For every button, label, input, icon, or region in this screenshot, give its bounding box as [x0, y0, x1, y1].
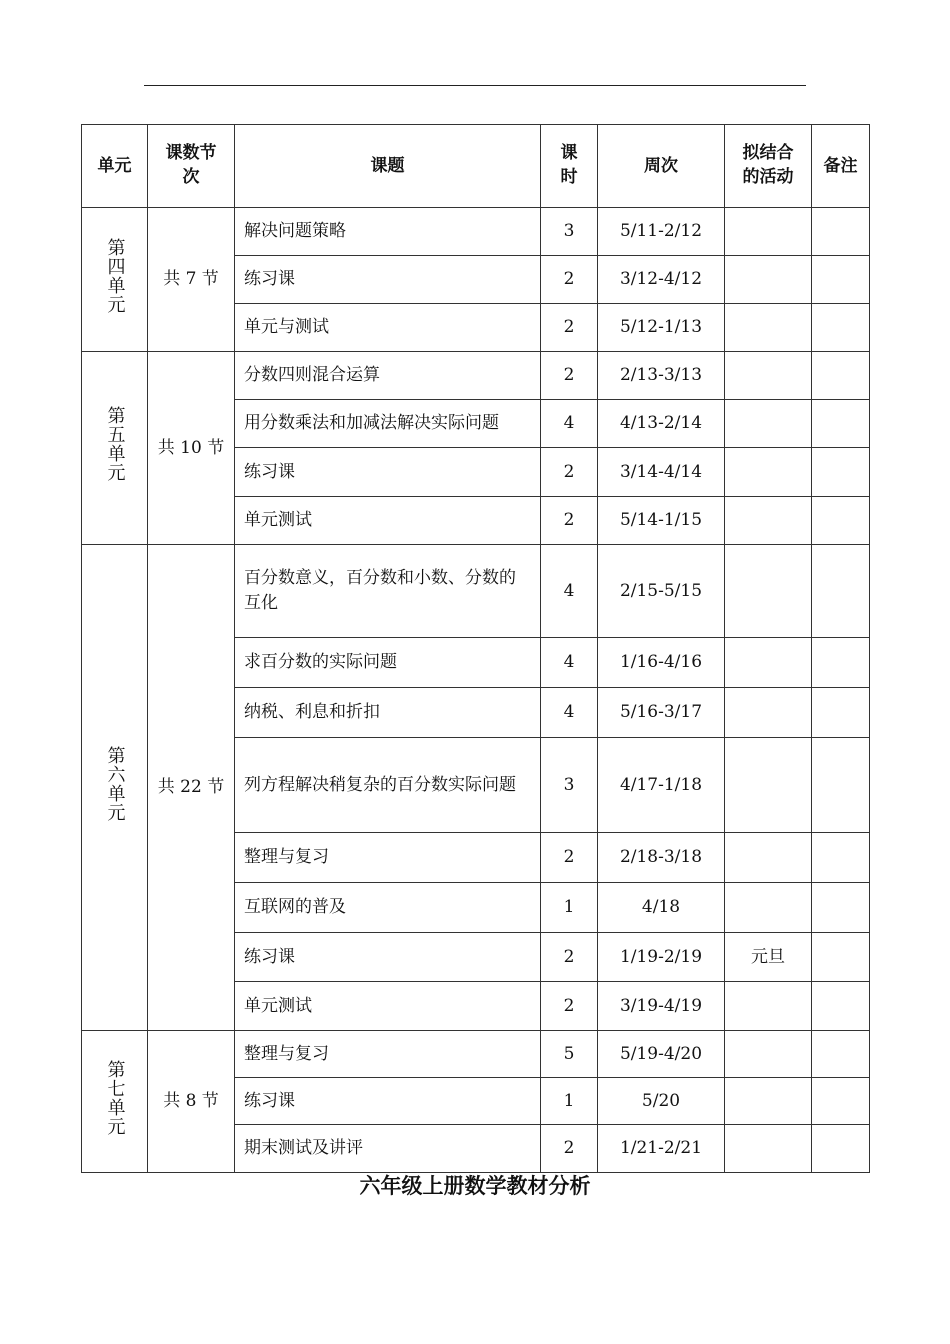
unit-name: 第四单元: [104, 237, 126, 314]
week-cell: 3/14-4/14: [598, 448, 725, 497]
hours-cell: 2: [541, 1125, 598, 1173]
hours-cell: 2: [541, 448, 598, 497]
hours-cell: 2: [541, 256, 598, 304]
activity-cell: [725, 400, 812, 448]
topic-cell: 练习课: [235, 256, 541, 304]
activity-cell: [725, 352, 812, 400]
topic-cell: 单元测试: [235, 982, 541, 1031]
hours-cell: 1: [541, 1078, 598, 1125]
topic-cell: 期末测试及讲评: [235, 1125, 541, 1173]
unit-name-cell: [82, 208, 148, 352]
hours-cell: 5: [541, 1031, 598, 1078]
week-cell: 2/13-3/13: [598, 352, 725, 400]
hours-cell: 1: [541, 883, 598, 933]
unit-lessons: 共 7 节: [148, 208, 235, 352]
activity-cell: [725, 208, 812, 256]
activity-cell: [725, 833, 812, 883]
topic-cell: 单元与测试: [235, 304, 541, 352]
week-cell: 5/19-4/20: [598, 1031, 725, 1078]
notes-cell: [812, 497, 870, 545]
header-unit: 单元: [82, 125, 148, 208]
hours-cell: 4: [541, 638, 598, 688]
notes-cell: [812, 400, 870, 448]
activity-cell: [725, 982, 812, 1031]
hours-cell: 2: [541, 933, 598, 982]
unit-name-cell: [82, 1031, 148, 1173]
unit-lessons: 共 22 节: [148, 545, 235, 1031]
activity-cell: [725, 688, 812, 738]
topic-cell: 练习课: [235, 1078, 541, 1125]
unit-name-cell: [82, 352, 148, 545]
topic-cell: 单元测试: [235, 497, 541, 545]
week-cell: 4/17-1/18: [598, 738, 725, 833]
hours-cell: 2: [541, 497, 598, 545]
notes-cell: [812, 304, 870, 352]
hours-cell: 3: [541, 738, 598, 833]
hours-cell: 2: [541, 833, 598, 883]
notes-cell: [812, 256, 870, 304]
activity-cell: [725, 738, 812, 833]
header-week: 周次: [598, 125, 725, 208]
table-row: [82, 352, 870, 400]
unit-name: 第七单元: [104, 1059, 126, 1136]
unit-name-cell: [82, 545, 148, 1031]
topic-cell: 用分数乘法和加减法解决实际问题: [235, 400, 541, 448]
topic-cell: 分数四则混合运算: [235, 352, 541, 400]
activity-cell: [725, 1031, 812, 1078]
week-cell: 3/12-4/12: [598, 256, 725, 304]
topic-cell: 整理与复习: [235, 833, 541, 883]
activity-cell: [725, 256, 812, 304]
notes-cell: [812, 352, 870, 400]
week-cell: 1/19-2/19: [598, 933, 725, 982]
activity-cell: [725, 638, 812, 688]
hours-cell: 2: [541, 352, 598, 400]
week-cell: 4/13-2/14: [598, 400, 725, 448]
week-cell: 4/18: [598, 883, 725, 933]
activity-cell: [725, 545, 812, 638]
table-row: [82, 208, 870, 256]
hours-cell: 4: [541, 400, 598, 448]
table-body: [82, 208, 870, 1173]
header-lessons: 课数节次: [148, 125, 235, 208]
header-rule: [144, 85, 806, 86]
activity-cell: [725, 304, 812, 352]
topic-cell: 求百分数的实际问题: [235, 638, 541, 688]
notes-cell: [812, 208, 870, 256]
notes-cell: [812, 1125, 870, 1173]
header-notes: 备注: [812, 125, 870, 208]
week-cell: 5/12-1/13: [598, 304, 725, 352]
table-row: [82, 545, 870, 638]
topic-cell: 百分数意义，百分数和小数、分数的互化: [235, 545, 541, 638]
header-row: [82, 125, 870, 208]
teaching-schedule-table: [81, 124, 870, 1173]
unit-name: 第六单元: [104, 745, 126, 822]
hours-cell: 4: [541, 688, 598, 738]
notes-cell: [812, 1031, 870, 1078]
notes-cell: [812, 688, 870, 738]
header-topic: 课题: [235, 125, 541, 208]
topic-cell: 练习课: [235, 448, 541, 497]
week-cell: 5/20: [598, 1078, 725, 1125]
hours-cell: 2: [541, 982, 598, 1031]
activity-cell: [725, 497, 812, 545]
week-cell: 5/14-1/15: [598, 497, 725, 545]
notes-cell: [812, 933, 870, 982]
notes-cell: [812, 448, 870, 497]
notes-cell: [812, 982, 870, 1031]
header-activity: 拟结合的活动: [725, 125, 812, 208]
topic-cell: 解决问题策略: [235, 208, 541, 256]
activity-cell: 元旦: [725, 933, 812, 982]
notes-cell: [812, 1078, 870, 1125]
topic-cell: 整理与复习: [235, 1031, 541, 1078]
activity-cell: [725, 1125, 812, 1173]
unit-lessons: 共 10 节: [148, 352, 235, 545]
hours-cell: 3: [541, 208, 598, 256]
activity-cell: [725, 883, 812, 933]
notes-cell: [812, 638, 870, 688]
unit-lessons: 共 8 节: [148, 1031, 235, 1173]
document-title: 六年级上册数学教材分析: [359, 1174, 591, 1198]
week-cell: 3/19-4/19: [598, 982, 725, 1031]
topic-cell: 纳税、利息和折扣: [235, 688, 541, 738]
unit-name: 第五单元: [104, 406, 126, 483]
hours-cell: 2: [541, 304, 598, 352]
hours-cell: 4: [541, 545, 598, 638]
week-cell: 1/16-4/16: [598, 638, 725, 688]
notes-cell: [812, 545, 870, 638]
header-hours: 课时: [541, 125, 598, 208]
table-row: [82, 1031, 870, 1078]
topic-cell: 练习课: [235, 933, 541, 982]
activity-cell: [725, 1078, 812, 1125]
notes-cell: [812, 738, 870, 833]
week-cell: 2/15-5/15: [598, 545, 725, 638]
notes-cell: [812, 833, 870, 883]
week-cell: 2/18-3/18: [598, 833, 725, 883]
week-cell: 1/21-2/21: [598, 1125, 725, 1173]
week-cell: 5/16-3/17: [598, 688, 725, 738]
notes-cell: [812, 883, 870, 933]
topic-cell: 列方程解决稍复杂的百分数实际问题: [235, 738, 541, 833]
week-cell: 5/11-2/12: [598, 208, 725, 256]
topic-cell: 互联网的普及: [235, 883, 541, 933]
activity-cell: [725, 448, 812, 497]
